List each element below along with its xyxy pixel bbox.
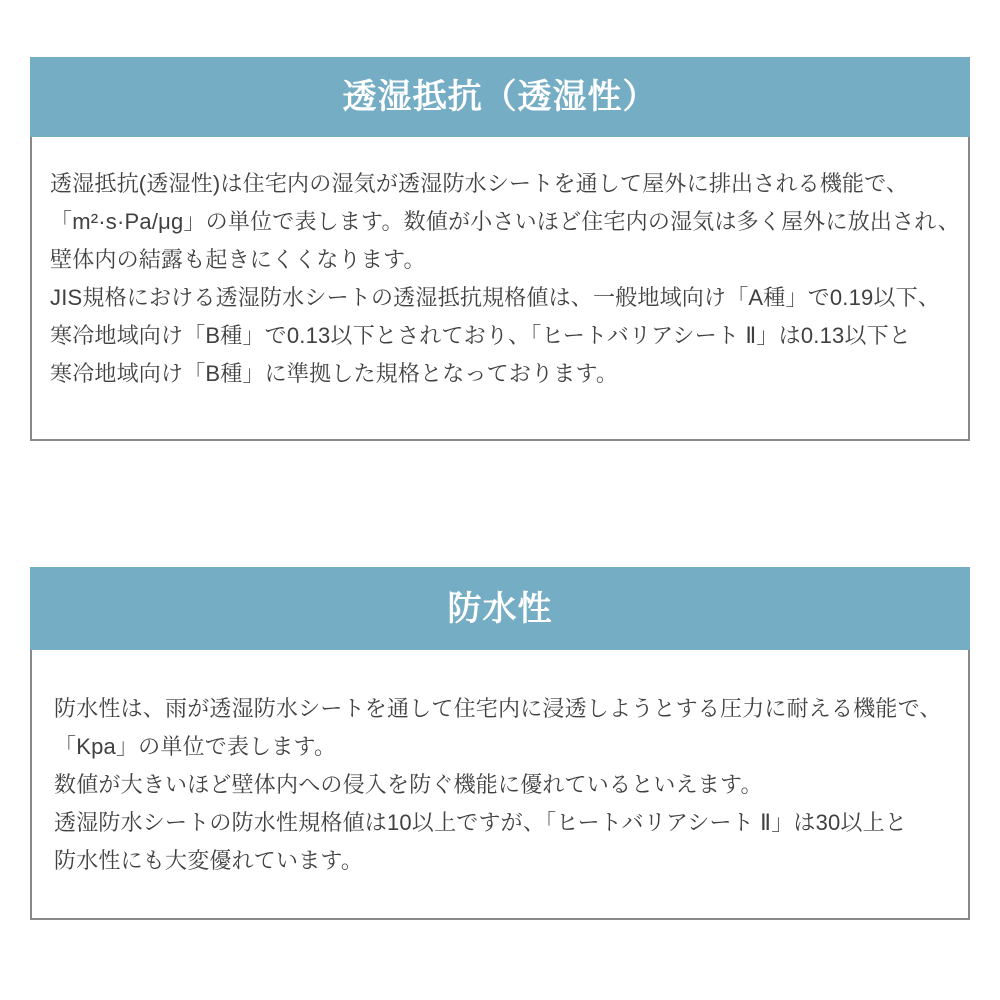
text-line: 透湿抵抗(透湿性)は住宅内の湿気が透湿防水シートを通して屋外に排出される機能で、 (50, 171, 909, 196)
section-body-moisture-resistance (30, 137, 970, 441)
text-line: 「Kpa」の単位で表します。 (54, 734, 337, 759)
text-line: 防水性は、雨が透湿防水シートを通して住宅内に浸透しようとする圧力に耐える機能で、 (54, 696, 942, 721)
text-line: 「m²·s·Pa/μg」の単位で表します。数値が小さいほど住宅内の湿気は多く屋外に放出され、 (50, 209, 960, 234)
section-title-waterproofness: 防水性 (447, 589, 553, 628)
section-waterproofness (30, 567, 970, 920)
section-moisture-resistance (30, 57, 970, 441)
text-line: 寒冷地域向け「B種」で0.13以下とされており、「ヒートバリアシート Ⅱ」は0.13以下と (50, 323, 912, 348)
text-line: 壁体内の結露も起きにくくなります。 (50, 247, 426, 272)
text-line: 透湿防水シートの防水性規格値は10以上ですが、「ヒートバリアシート Ⅱ」は30以上と (54, 810, 908, 835)
text-line: JIS規格における透湿防水シートの透湿抵抗規格値は、一般地域向け「A種」で0.19以下、 (50, 285, 941, 310)
section-title-moisture-resistance: 透湿抵抗（透湿性） (342, 78, 658, 116)
text-line: 防水性にも大変優れています。 (54, 848, 364, 873)
text-line: 寒冷地域向け「B種」に準拠した規格となっております。 (50, 361, 619, 386)
text-line: 数値が大きいほど壁体内への侵入を防ぐ機能に優れているといえます。 (54, 772, 763, 797)
section-header-moisture-resistance (30, 57, 970, 137)
section-header-waterproofness (30, 567, 970, 650)
section-body-waterproofness (30, 650, 970, 920)
